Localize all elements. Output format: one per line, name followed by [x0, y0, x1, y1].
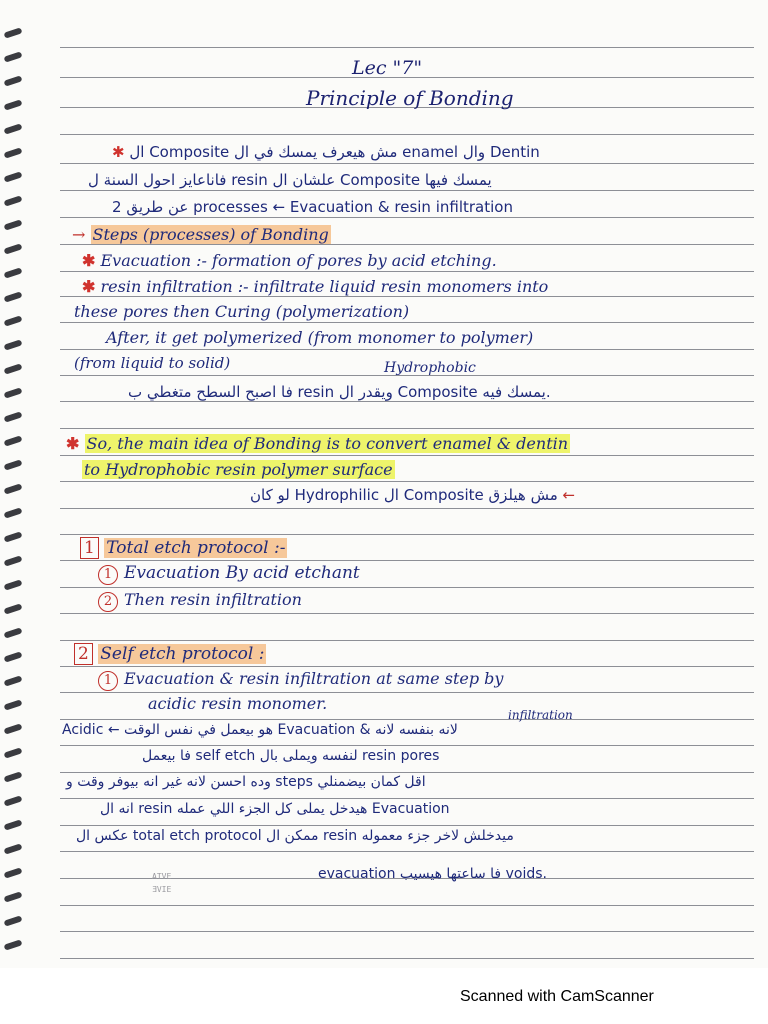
steps-heading: → Steps (processes) of Bonding: [72, 225, 329, 244]
note-line-pores: these pores then Curing (polymerization): [74, 302, 410, 321]
note-line-polymerized: After, it get polymerized (from monomer to polymer): [106, 328, 534, 347]
main-idea-line-1: ✱ So, the main idea of Bonding is to convert enamel & dentin: [66, 434, 569, 453]
total-etch-heading: 1 Total etch protocol :-: [80, 538, 287, 558]
note-line-3: عن طريق 2 processes ← Evacuation & resin infiltration: [112, 198, 513, 216]
note-line-voids: evacuation فا ساعتها هيسيب voids.: [318, 866, 547, 882]
evacuation-definition: ✱ Evacuation :- formation of pores by acid etching.: [82, 251, 497, 270]
note-line-1: ✱ ال Composite مش هيعرف يمسك في ال enamel وال Dentin: [112, 143, 540, 161]
lecture-number: Lec "7": [352, 57, 423, 79]
self-etch-step-1: 1 Evacuation & resin infiltration at same step by: [98, 669, 503, 691]
note-line-covered: فا اصبح السطح متغطي ب resin ويقدر ال Composite يمسك فيه.: [128, 383, 551, 401]
note-line-better: وده احسن لانه غير انه بيوفر وقت و steps اقل كمان بيضمنلي: [66, 774, 426, 790]
camscanner-watermark: Scanned with CamScanner: [460, 988, 654, 1005]
note-line-hydrophilic: لو كان Hydrophilic ال Composite مش هيلزق ←: [250, 486, 576, 504]
note-line-2: فاناعايز احول السنة ل resin علشان ال Composite يمسك فيها: [88, 171, 492, 189]
main-idea-line-2: to Hydrophobic resin polymer surface: [84, 460, 393, 479]
note-line-liquid-solid: (from liquid to solid): [74, 354, 231, 372]
note-infiltration-label: infiltration: [508, 708, 573, 722]
note-line-total-etch: عكس ال total etch protocol ممكن ال resin ميدخلش لاخر جزء معموله: [76, 828, 514, 844]
page-stamp-bottom: ƎVIE: [152, 885, 172, 894]
note-line-fills: انه ال resin هيدخل يملى كل الجزء اللي عمله Evacuation: [100, 801, 450, 817]
resin-infiltration-definition: ✱ resin infiltration :- infiltrate liquid resin monomers into: [82, 277, 549, 296]
self-etch-step-1-cont: acidic resin monomer.: [148, 694, 328, 713]
total-etch-step-2: 2 Then resin infiltration: [98, 590, 302, 612]
self-etch-heading: 2 Self etch protocol :: [74, 644, 266, 664]
page-stamp-top: ATVE: [152, 872, 172, 881]
page-title: Principle of Bonding: [306, 86, 514, 110]
total-etch-step-1: 1 Evacuation By acid etchant: [98, 563, 360, 585]
note-line-acidic: Acidic ← هو بيعمل في نفس الوقت Evacuation & لانه بنفسه لانه: [62, 722, 458, 738]
note-hydrophobic-label: Hydrophobic: [384, 360, 476, 376]
note-line-self-etch: فا بيعمل self etch لنفسه ويملى بال resin pores: [142, 748, 440, 764]
